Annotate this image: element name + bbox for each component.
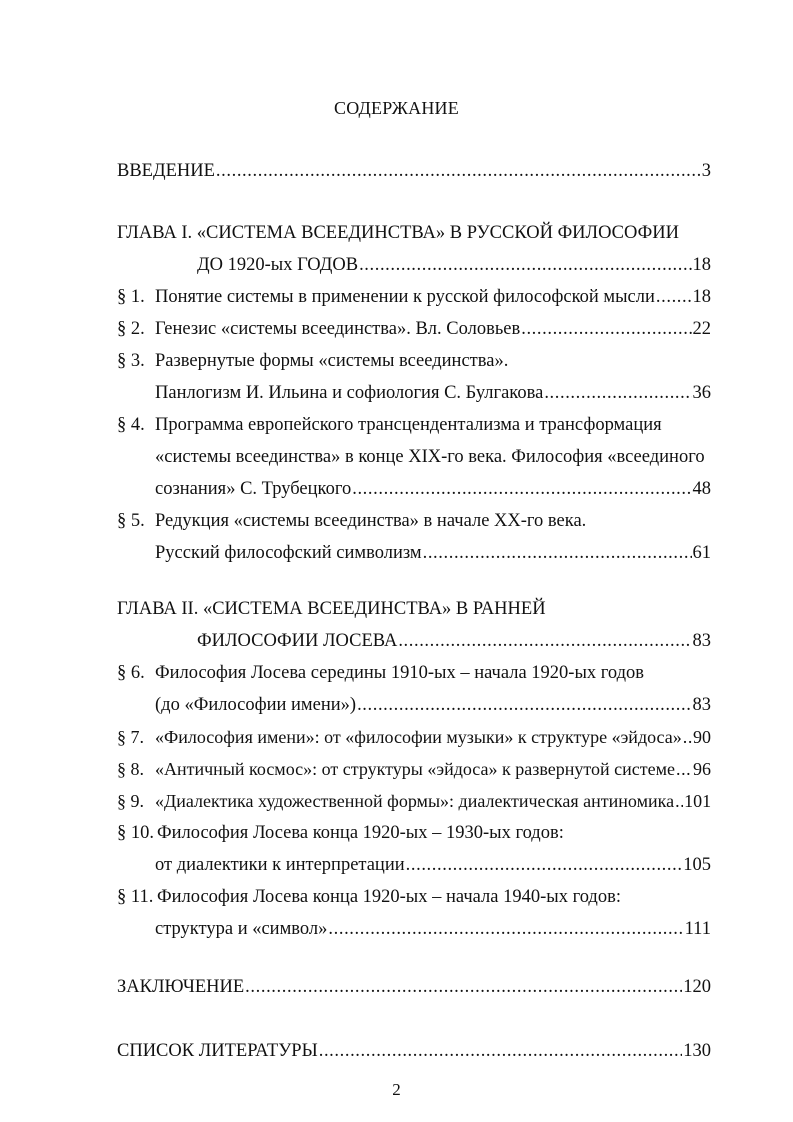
toc-entry-s9[interactable] — [117, 790, 711, 812]
toc-page-number: 90 — [693, 727, 711, 747]
leader-dots — [319, 1040, 683, 1062]
section-number: § 3. — [117, 351, 145, 371]
leader-dots — [245, 976, 682, 998]
toc-entry-chapter2[interactable] — [197, 630, 711, 652]
toc-entry-text: «Античный космос»: от структуры «эйдоса» к развернутой системе — [155, 759, 675, 779]
toc-entry-text: Панлогизм И. Ильина и софиология С. Булгакова — [155, 383, 544, 403]
page-title: СОДЕРЖАНИЕ — [334, 98, 459, 118]
toc-page-number: 18 — [692, 255, 711, 275]
toc-entry-text: Философия Лосева конца 1920-ых – 1930-ых годов: — [157, 823, 564, 843]
toc-entry-s2[interactable] — [117, 318, 711, 340]
toc-entry-s5-line1 — [117, 510, 586, 532]
toc-entry-text: Понятие системы в применении к русской философской мысли — [155, 287, 655, 307]
toc-entry-s10[interactable] — [155, 854, 711, 876]
leader-dots — [544, 382, 691, 404]
toc-entry-text: сознания» С. Трубецкого — [155, 479, 352, 499]
toc-entry-text: Русский философский символизм — [155, 543, 422, 563]
section-number: § 8. — [117, 759, 144, 779]
leader-dots — [398, 630, 691, 652]
toc-entry-s5[interactable] — [155, 542, 711, 564]
leader-dots — [359, 254, 691, 276]
toc-entry-chapter1[interactable] — [197, 254, 711, 276]
toc-page-number: 61 — [692, 543, 711, 563]
toc-page-number: 83 — [692, 695, 711, 715]
toc-page-number: 101 — [684, 791, 712, 811]
leader-dots — [406, 854, 683, 876]
toc-page-number: 105 — [683, 855, 711, 875]
toc-entry-text: (до «Философии имени») — [155, 695, 357, 715]
section-number: § 11. — [117, 887, 154, 907]
toc-page-number: 96 — [693, 759, 711, 779]
toc-entry-s11[interactable] — [155, 918, 711, 940]
toc-page-number: 120 — [683, 977, 711, 997]
toc-entry-s1[interactable] — [117, 286, 711, 308]
toc-entry-s11-line1 — [117, 886, 621, 908]
leader-dots — [656, 286, 692, 308]
chapter2-title-line2: ФИЛОСОФИИ ЛОСЕВА — [197, 631, 398, 651]
toc-entry-s3-line1 — [117, 350, 508, 372]
toc-entry-text: ВВЕДЕНИЕ — [117, 161, 215, 181]
page-number: 2 — [392, 1080, 401, 1099]
section-number: § 9. — [117, 791, 144, 811]
toc-entry-s10-line1 — [117, 822, 564, 844]
toc-entry-text: Генезис «системы всеединства». Вл. Соловьев — [155, 319, 521, 339]
toc-entry-text: Программа европейского трансцендентализма и трансформация — [155, 415, 662, 435]
toc-entry-conclusion[interactable] — [117, 976, 711, 998]
leader-dots — [216, 160, 701, 182]
toc-entry-text: «Диалектика художественной формы»: диалектическая антиномика — [155, 791, 675, 811]
section-number: § 2. — [117, 319, 145, 339]
toc-page-number: 36 — [692, 383, 711, 403]
section-number: § 7. — [117, 727, 144, 747]
toc-entry-text: Философия Лосева середины 1910-ых – начала 1920-ых годов — [155, 663, 645, 683]
toc-page-number: 130 — [683, 1041, 711, 1061]
toc-page-number: 18 — [692, 287, 711, 307]
toc-entry-s7[interactable] — [117, 726, 711, 748]
leader-dots — [683, 726, 692, 748]
section-number: § 1. — [117, 287, 145, 307]
leader-dots — [676, 758, 692, 780]
leader-dots — [423, 542, 692, 564]
toc-page-number: 48 — [692, 479, 711, 499]
toc-entry-text: от диалектики к интерпретации — [155, 855, 405, 875]
toc-entry-s6[interactable] — [155, 694, 711, 716]
section-number: § 6. — [117, 663, 145, 683]
toc-entry-text: Философия Лосева конца 1920-ых – начала 1940-ых годов: — [157, 887, 621, 907]
toc-entry-text: структура и «символ» — [155, 919, 328, 939]
section-number: § 5. — [117, 511, 145, 531]
toc-entry-intro[interactable] — [117, 160, 711, 182]
toc-entry-text: «Философия имени»: от «философии музыки» к структуре «эйдоса» — [155, 727, 682, 747]
toc-page-number: 3 — [701, 161, 711, 181]
toc-page-number: 83 — [692, 631, 711, 651]
toc-page-number: 22 — [692, 319, 711, 339]
toc-entry-s6-line1 — [117, 662, 644, 684]
chapter1-title-line1: ГЛАВА I. «СИСТЕМА ВСЕЕДИНСТВА» В РУССКОЙ ФИЛОСОФИИ — [117, 223, 679, 243]
toc-entry-references[interactable] — [117, 1040, 711, 1062]
toc-entry-s4-line2: «системы всеединства» в конце XIX-го века. Философия «всеединого — [155, 447, 705, 467]
leader-dots — [675, 790, 683, 812]
toc-entry-s4-line1 — [117, 414, 662, 436]
section-number: § 4. — [117, 415, 145, 435]
section-number: § 10. — [117, 823, 154, 843]
toc-entry-text: Развернутые формы «системы всеединства». — [155, 351, 509, 371]
toc-entry-text: СПИСОК ЛИТЕРАТУРЫ — [117, 1041, 318, 1061]
toc-page-number: 111 — [684, 919, 711, 939]
chapter2-title-line1: ГЛАВА II. «СИСТЕМА ВСЕЕДИНСТВА» В РАННЕЙ — [117, 599, 546, 619]
toc-entry-s8[interactable] — [117, 758, 711, 780]
toc-entry-text: ЗАКЛЮЧЕНИЕ — [117, 977, 245, 997]
leader-dots — [357, 694, 691, 716]
toc-entry-s3[interactable] — [155, 382, 711, 404]
chapter1-title-line2: ДО 1920-ых ГОДОВ — [197, 255, 359, 275]
toc-entry-text: Редукция «системы всеединства» в начале XX-го века. — [155, 511, 587, 531]
leader-dots — [352, 478, 691, 500]
toc-entry-s4[interactable] — [155, 478, 711, 500]
leader-dots — [521, 318, 691, 340]
leader-dots — [328, 918, 683, 940]
